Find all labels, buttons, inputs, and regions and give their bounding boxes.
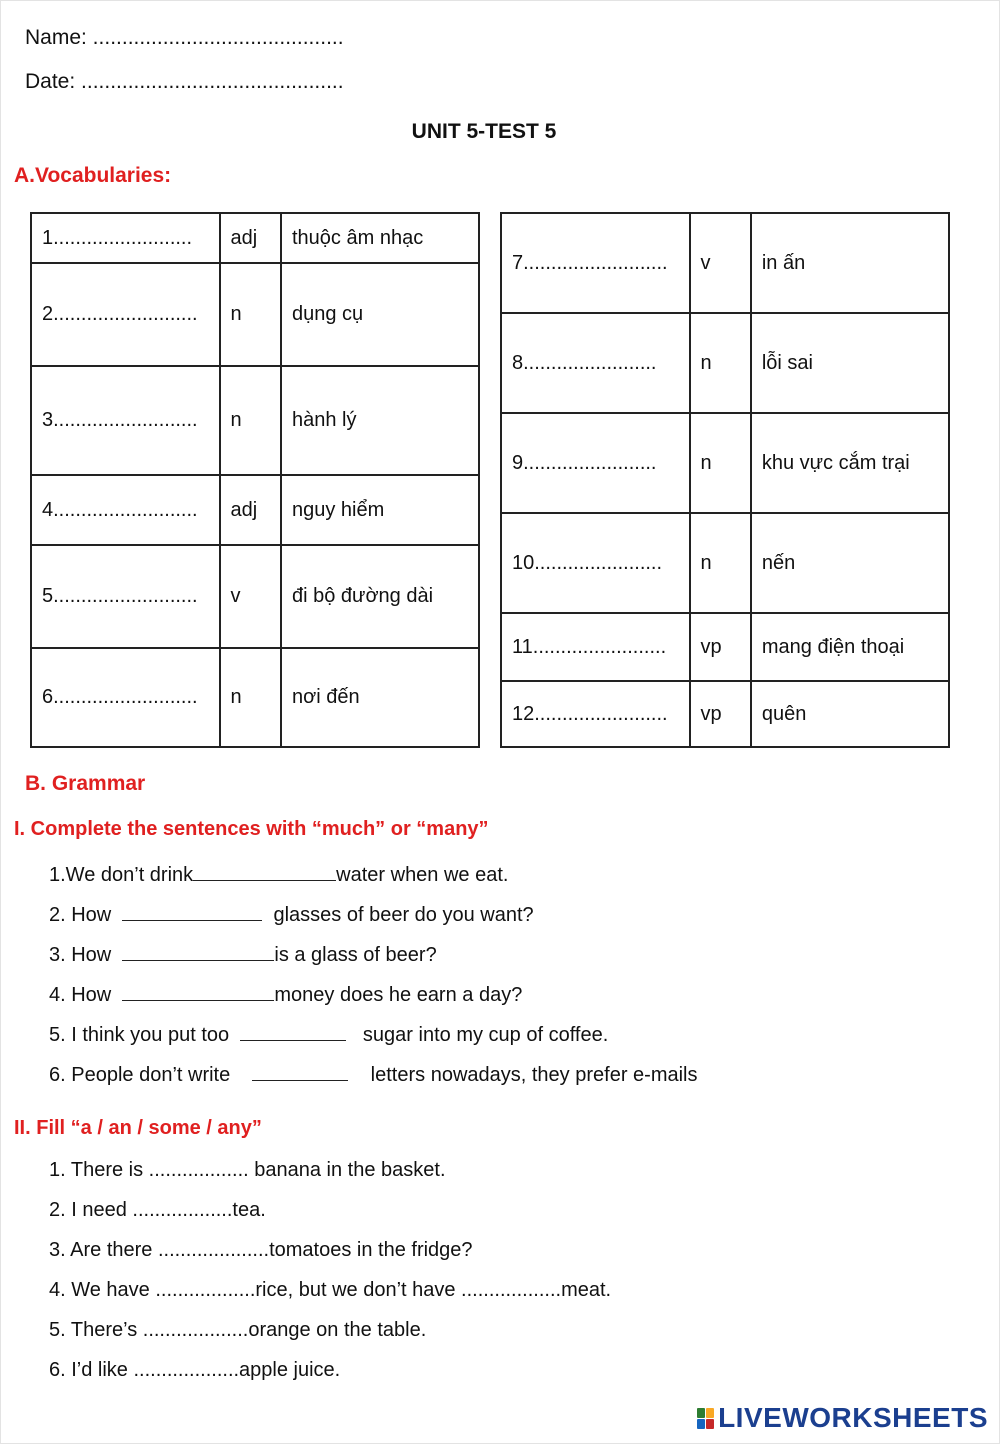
vocab-table-right <box>500 212 950 748</box>
vocab-meaning: nến <box>751 513 949 613</box>
much-many-item-6 <box>49 1062 698 1087</box>
vocab-number: 12........................ <box>501 681 690 747</box>
vocab-number: 5.......................... <box>31 545 220 648</box>
sentence-start: 2. How <box>49 904 117 926</box>
vocab-pos: vp <box>690 613 751 681</box>
much-many-item-1 <box>49 862 508 887</box>
table-row <box>501 613 949 681</box>
vocab-pos: n <box>690 313 751 413</box>
sentence-start: 6. People don’t write <box>49 1064 236 1086</box>
vocab-number: 11........................ <box>501 613 690 681</box>
sentence-end: letters nowadays, they prefer e-mails <box>365 1064 698 1086</box>
article-item-6: 6. I’d like ...................apple juice. <box>49 1359 341 1381</box>
answer-blank[interactable] <box>252 1062 348 1081</box>
section-a-heading: A.Vocabularies: <box>14 164 172 187</box>
table-row <box>31 545 479 648</box>
vocab-number: 3.......................... <box>31 366 220 475</box>
vocab-meaning: quên <box>751 681 949 747</box>
sentence-start: 1.We don’t drink <box>49 864 194 886</box>
vocab-meaning: lỗi sai <box>751 313 949 413</box>
vocab-meaning: in ấn <box>751 213 949 313</box>
table-row <box>31 475 479 545</box>
answer-blank[interactable] <box>122 982 274 1001</box>
vocab-number: 8........................ <box>501 313 690 413</box>
vocab-pos: n <box>690 513 751 613</box>
article-item-4: 4. We have ..................rice, but we don’t have ..................meat. <box>49 1279 612 1301</box>
vocab-meaning: thuộc âm nhạc <box>281 213 479 263</box>
part-1-heading: I. Complete the sentences with “much” or “many” <box>14 818 489 840</box>
vocab-pos: v <box>690 213 751 313</box>
vocab-meaning: khu vực cắm trại <box>751 413 949 513</box>
vocab-number: 1......................... <box>31 213 220 263</box>
section-b-heading: B. Grammar <box>25 772 146 795</box>
table-row <box>31 213 479 263</box>
vocab-meaning: dụng cụ <box>281 263 479 366</box>
sentence-start: 5. I think you put too <box>49 1024 235 1046</box>
page-title: UNIT 5-TEST 5 <box>411 120 557 143</box>
vocab-pos: v <box>220 545 281 648</box>
answer-blank[interactable] <box>122 942 274 961</box>
vocab-pos: n <box>220 263 281 366</box>
much-many-item-4 <box>49 982 522 1007</box>
table-row <box>501 313 949 413</box>
sentence-end: water when we eat. <box>336 864 509 886</box>
article-item-5: 5. There’s ...................orange on the table. <box>49 1319 427 1341</box>
logo-text: LIVEWORKSHEETS <box>718 1402 988 1433</box>
liveworksheets-logo <box>697 1402 988 1434</box>
much-many-item-3 <box>49 942 437 967</box>
answer-blank[interactable] <box>240 1022 346 1041</box>
sentence-start: 4. How <box>49 984 117 1006</box>
vocab-number: 4.......................... <box>31 475 220 545</box>
article-item-1: 1. There is .................. banana in the basket. <box>49 1159 446 1181</box>
table-row <box>501 213 949 313</box>
table-row <box>31 648 479 747</box>
vocab-meaning: nguy hiểm <box>281 475 479 545</box>
article-item-3: 3. Are there ....................tomatoes in the fridge? <box>49 1239 473 1261</box>
liveworksheets-logo-icon <box>697 1408 714 1429</box>
part-2-heading: II. Fill “a / an / some / any” <box>14 1117 262 1139</box>
name-field: Name: ........................................... <box>25 26 344 49</box>
table-row <box>31 263 479 366</box>
vocab-number: 10....................... <box>501 513 690 613</box>
vocab-meaning: nơi đến <box>281 648 479 747</box>
vocab-meaning: đi bộ đường dài <box>281 545 479 648</box>
much-many-item-2 <box>49 902 534 927</box>
sentence-end: sugar into my cup of coffee. <box>357 1024 609 1046</box>
date-field: Date: ............................................. <box>25 70 344 93</box>
vocab-pos: n <box>690 413 751 513</box>
much-many-item-5 <box>49 1022 608 1047</box>
vocab-pos: adj <box>220 213 281 263</box>
table-row <box>501 413 949 513</box>
table-row <box>31 366 479 475</box>
vocab-number: 6.......................... <box>31 648 220 747</box>
sentence-end: money does he earn a day? <box>274 984 523 1006</box>
sentence-end: is a glass of beer? <box>274 944 437 966</box>
table-row <box>501 681 949 747</box>
vocab-number: 9........................ <box>501 413 690 513</box>
vocab-pos: n <box>220 366 281 475</box>
vocab-number: 2.......................... <box>31 263 220 366</box>
vocab-pos: vp <box>690 681 751 747</box>
table-row <box>501 513 949 613</box>
sentence-start: 3. How <box>49 944 117 966</box>
vocab-pos: adj <box>220 475 281 545</box>
vocab-pos: n <box>220 648 281 747</box>
answer-blank[interactable] <box>122 902 262 921</box>
vocab-table-left <box>30 212 480 748</box>
answer-blank[interactable] <box>193 862 336 881</box>
article-item-2: 2. I need ..................tea. <box>49 1199 266 1221</box>
vocab-meaning: hành lý <box>281 366 479 475</box>
sentence-end: glasses of beer do you want? <box>267 904 534 926</box>
vocab-number: 7.......................... <box>501 213 690 313</box>
vocab-meaning: mang điện thoại <box>751 613 949 681</box>
